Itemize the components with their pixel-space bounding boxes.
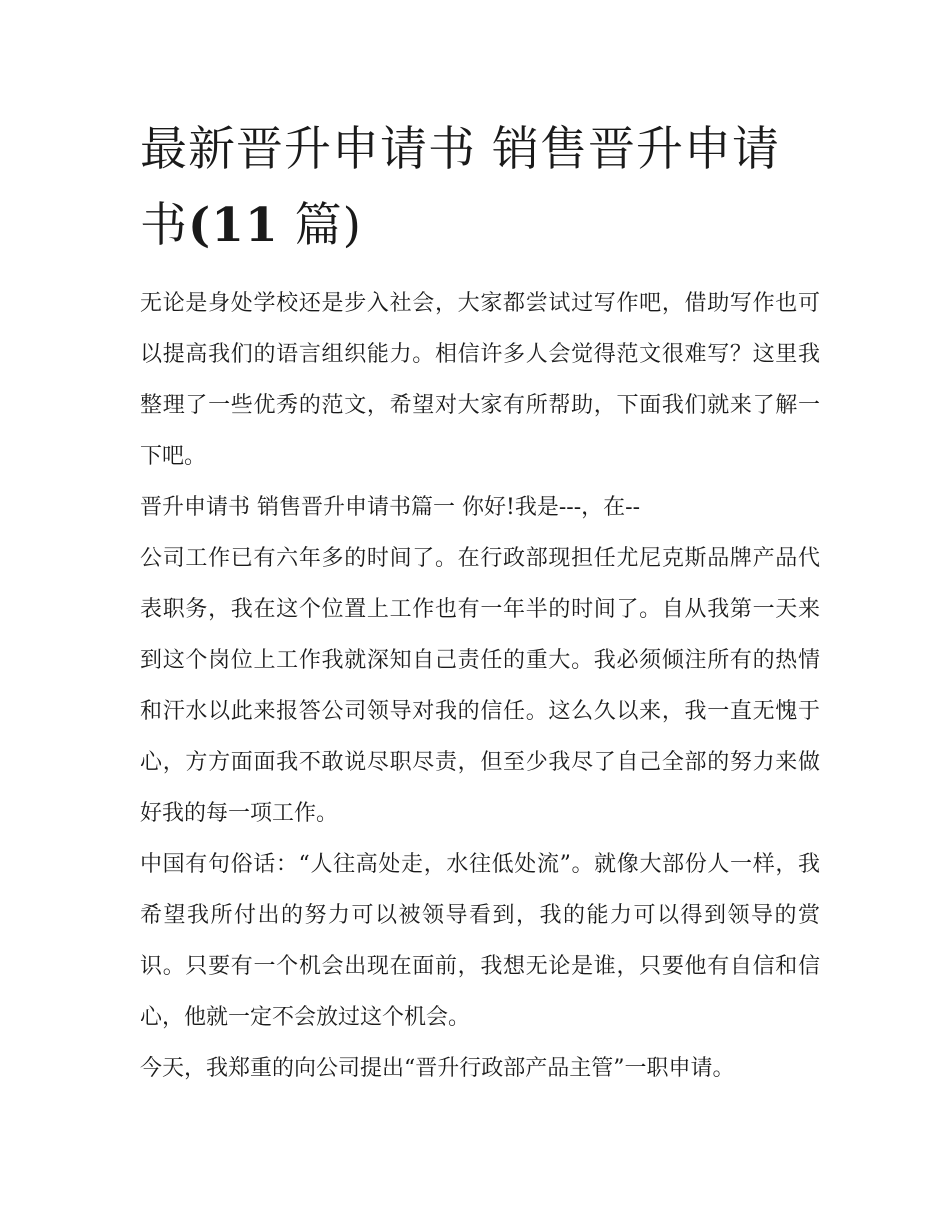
document-body <box>140 278 820 1094</box>
document-title <box>140 112 820 264</box>
title-line-2-suffix: 篇) <box>278 198 362 253</box>
title-line-1: 最新晋升申请书 销售晋升申请 <box>140 122 780 177</box>
title-line-2-prefix: 书 <box>140 198 188 253</box>
paragraph-work-history: 公司工作已有六年多的时间了。在行政部现担任尤尼克斯品牌产品代表职务，我在这个位置上工作也有一年半的时间了。自从我第一天来到这个岗位上工作我就深知自己责任的重大。我必须倾注所有的热情和汗水以此来报答公司领导对我的信任。这么久以来，我一直无愧于心，方方面面我不敢说尽职尽责，但至少我尽了自己全部的努力来做好我的每一项工作。 <box>140 546 820 826</box>
paragraph-proverb: 中国有句俗话：“人往高处走，水往低处流”。就像大部份人一样，我希望我所付出的努力可以被领导看到，我的能力可以得到领导的赏识。只要有一个机会出现在面前，我想无论是谁，只要他有自信和信心，他就一定不会放过这个机会。 <box>140 852 820 1030</box>
paragraph-section-heading: 晋升申请书 销售晋升申请书篇一 你好!我是---，在-- <box>140 495 640 520</box>
paragraph-intro: 无论是身处学校还是步入社会，大家都尝试过写作吧，借助写作也可以提高我们的语言组织能力。相信许多人会觉得范文很难写？这里我整理了一些优秀的范文，希望对大家有所帮助，下面我们就来了解一下吧。 <box>140 291 820 469</box>
paragraph-application: 今天，我郑重的向公司提出“晋升行政部产品主管”一职申请。 <box>140 1056 735 1081</box>
title-line-2-count: (11 <box>188 198 279 253</box>
